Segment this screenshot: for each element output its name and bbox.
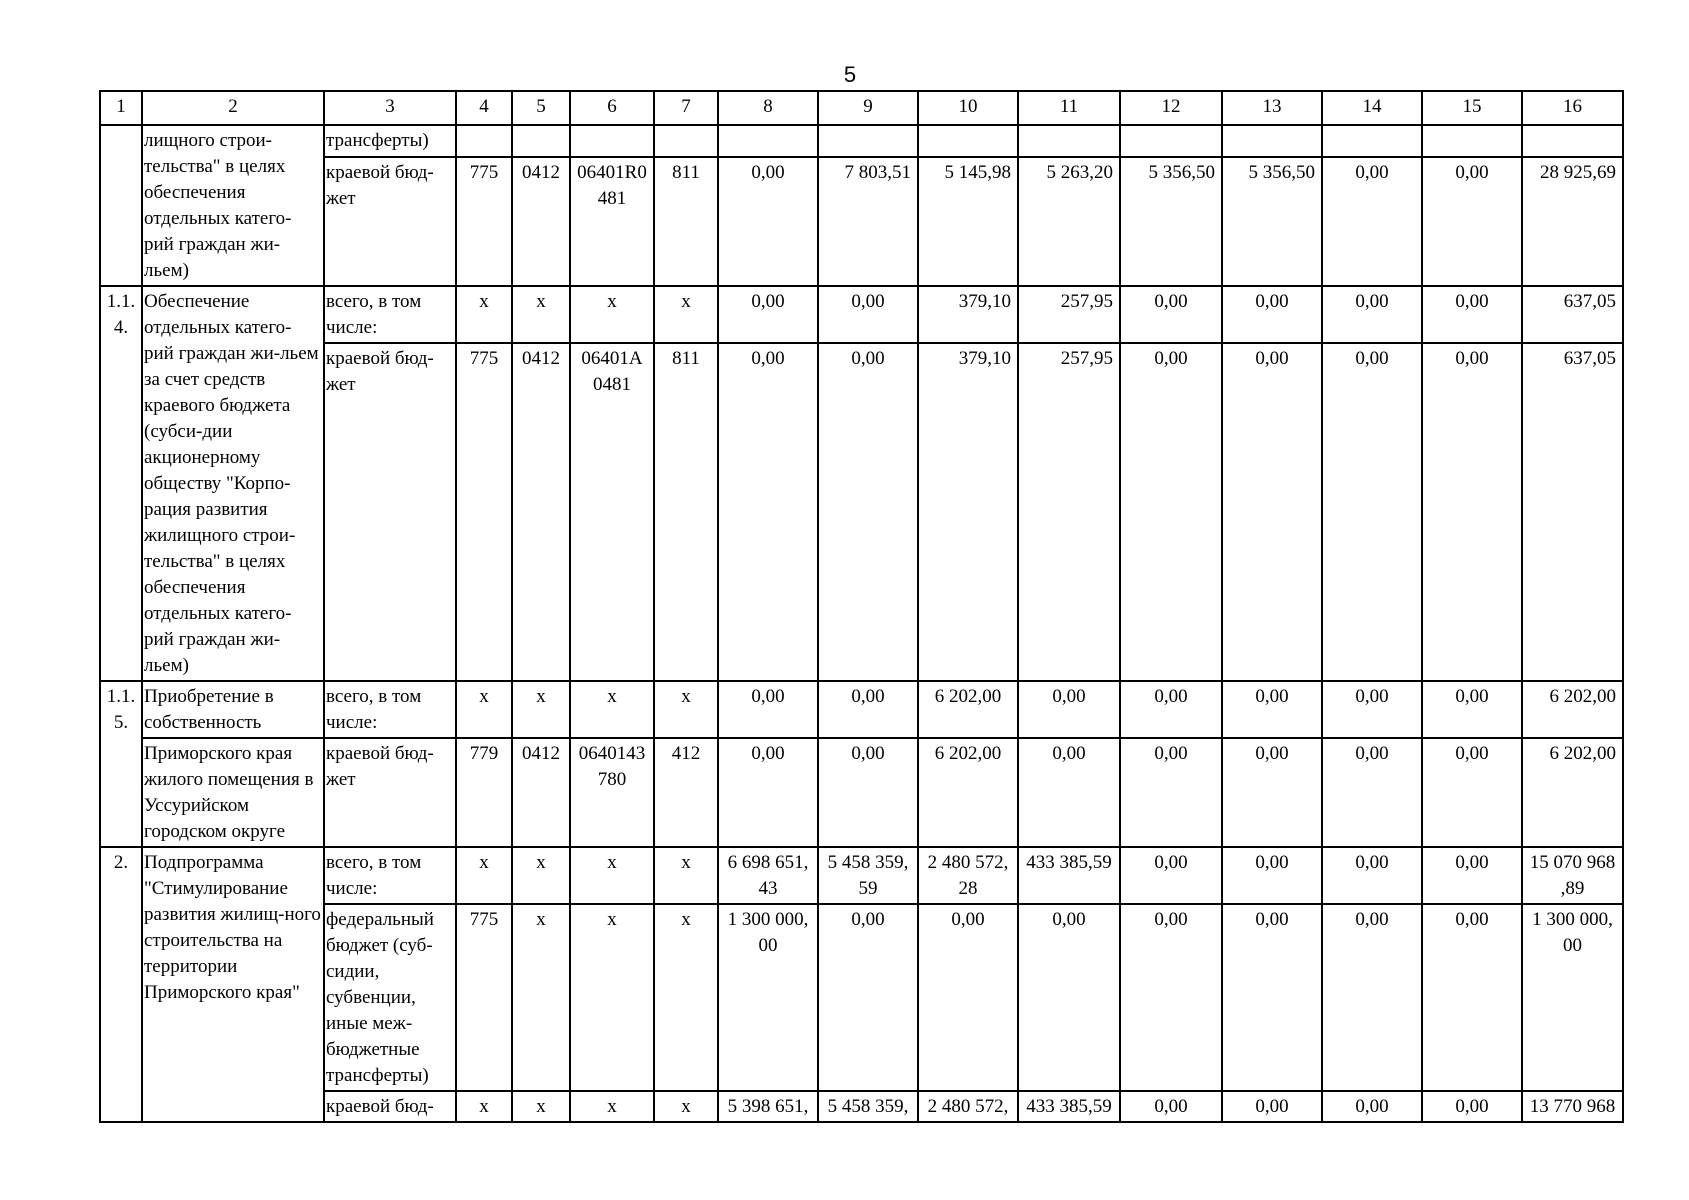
- cell-c16: 15 070 968 ,89: [1522, 847, 1623, 904]
- cell-c4: x: [456, 681, 512, 738]
- table-row: [100, 125, 1623, 157]
- cell-c11: 433 385,59: [1018, 1091, 1120, 1122]
- cell-c5: x: [512, 847, 570, 904]
- header-cell: 7: [654, 91, 718, 125]
- cell-c12: 0,00: [1120, 847, 1222, 904]
- funding-source: всего, в том числе:: [324, 847, 456, 904]
- cell-c12: 0,00: [1120, 904, 1222, 1091]
- row-name: Приобретение в собственность: [142, 681, 324, 738]
- cell-c13: 0,00: [1222, 681, 1322, 738]
- header-cell: 8: [718, 91, 818, 125]
- cell-c9: 7 803,51: [818, 157, 918, 286]
- header-cell: 6: [570, 91, 654, 125]
- header-cell: 16: [1522, 91, 1623, 125]
- cell-c8: 0,00: [718, 286, 818, 343]
- cell-c11: 0,00: [1018, 904, 1120, 1091]
- row-name: лищного строи-тельства" в целях обеспечения отдельных катего-рий граждан жи-льем): [142, 125, 324, 286]
- cell-c11: 5 263,20: [1018, 157, 1120, 286]
- cell-c16: 637,05: [1522, 343, 1623, 681]
- cell-c6: x: [570, 681, 654, 738]
- cell-c4: x: [456, 847, 512, 904]
- cell-c15: 0,00: [1422, 286, 1522, 343]
- cell-c13: 0,00: [1222, 1091, 1322, 1122]
- cell-c14: 0,00: [1322, 1091, 1422, 1122]
- cell-c13: 0,00: [1222, 738, 1322, 847]
- cell-c6: 0640143 780: [570, 738, 654, 847]
- cell-c10: 379,10: [918, 343, 1018, 681]
- cell-c10: 2 480 572,: [918, 1091, 1018, 1122]
- row-number: 2.: [100, 847, 142, 1122]
- cell-c16: 6 202,00: [1522, 738, 1623, 847]
- table-row: [100, 343, 1623, 681]
- cell-c11: 257,95: [1018, 343, 1120, 681]
- cell-c16: 6 202,00: [1522, 681, 1623, 738]
- cell-c10: 6 202,00: [918, 738, 1018, 847]
- cell-c8: 0,00: [718, 681, 818, 738]
- header-cell: 4: [456, 91, 512, 125]
- cell-c11: 0,00: [1018, 681, 1120, 738]
- funding-source: краевой бюд-жет: [324, 343, 456, 681]
- row-number: [100, 125, 142, 286]
- cell-c15: 0,00: [1422, 847, 1522, 904]
- cell-c10: 6 202,00: [918, 681, 1018, 738]
- table-row: [100, 738, 1623, 847]
- cell-c14: 0,00: [1322, 286, 1422, 343]
- cell-c9: 0,00: [818, 681, 918, 738]
- header-cell: 9: [818, 91, 918, 125]
- header-cell: 11: [1018, 91, 1120, 125]
- cell-c8: 0,00: [718, 738, 818, 847]
- funding-source: краевой бюд-жет: [324, 157, 456, 286]
- cell-c15: 0,00: [1422, 681, 1522, 738]
- cell-c13: 0,00: [1222, 847, 1322, 904]
- header-cell: 1: [100, 91, 142, 125]
- cell-c8: 0,00: [718, 343, 818, 681]
- cell-c9: 0,00: [818, 738, 918, 847]
- cell-c14: 0,00: [1322, 847, 1422, 904]
- funding-source: федеральный бюджет (суб-сидии, субвенции, иные меж-бюджетные трансферты): [324, 904, 456, 1091]
- cell-c10: 2 480 572, 28: [918, 847, 1018, 904]
- cell-c7: x: [654, 286, 718, 343]
- cell-c5: 0412: [512, 343, 570, 681]
- header-cell: 3: [324, 91, 456, 125]
- header-cell: 13: [1222, 91, 1322, 125]
- cell-c4: x: [456, 286, 512, 343]
- cell-c14: 0,00: [1322, 904, 1422, 1091]
- table-row: [100, 681, 1623, 738]
- cell-c4: 775: [456, 343, 512, 681]
- cell-c13: 0,00: [1222, 286, 1322, 343]
- header-cell: 5: [512, 91, 570, 125]
- page-number: 5: [843, 62, 857, 87]
- cell-c11: 433 385,59: [1018, 847, 1120, 904]
- cell-c14: 0,00: [1322, 157, 1422, 286]
- cell-c5: x: [512, 681, 570, 738]
- cell-c9: 5 458 359, 59: [818, 847, 918, 904]
- cell-c16: 1 300 000, 00: [1522, 904, 1623, 1091]
- budget-table: [99, 90, 1624, 1123]
- cell-c9: 5 458 359,: [818, 1091, 918, 1122]
- cell-c13: 0,00: [1222, 904, 1322, 1091]
- cell-c4: 775: [456, 904, 512, 1091]
- cell-c13: 0,00: [1222, 343, 1322, 681]
- header-cell: 15: [1422, 91, 1522, 125]
- row-name: Приморского края жилого помещения в Уссурийском городском округе: [142, 738, 324, 847]
- cell-c12: 0,00: [1120, 343, 1222, 681]
- cell-c14: 0,00: [1322, 738, 1422, 847]
- cell-c4: 775: [456, 157, 512, 286]
- cell-c16: 28 925,69: [1522, 157, 1623, 286]
- cell-c15: 0,00: [1422, 157, 1522, 286]
- cell-c5: x: [512, 286, 570, 343]
- header-row: [100, 91, 1623, 125]
- cell-c12: 5 356,50: [1120, 157, 1222, 286]
- cell-c9: 0,00: [818, 904, 918, 1091]
- cell-c15: 0,00: [1422, 738, 1522, 847]
- cell-c7: 811: [654, 157, 718, 286]
- cell-c6: x: [570, 286, 654, 343]
- cell-c15: 0,00: [1422, 1091, 1522, 1122]
- cell-c7: x: [654, 1091, 718, 1122]
- cell-c14: 0,00: [1322, 343, 1422, 681]
- funding-source: краевой бюд-жет: [324, 738, 456, 847]
- row-number: 1.1. 5.: [100, 681, 142, 847]
- table-row: [100, 847, 1623, 904]
- funding-source: трансферты): [324, 125, 456, 157]
- cell-c12: 0,00: [1120, 286, 1222, 343]
- cell-c11: 257,95: [1018, 286, 1120, 343]
- table-row: [100, 1091, 1623, 1122]
- cell-c15: 0,00: [1422, 343, 1522, 681]
- cell-c8: 6 698 651, 43: [718, 847, 818, 904]
- cell-c8: 0,00: [718, 157, 818, 286]
- cell-c5: 0412: [512, 738, 570, 847]
- cell-c9: 0,00: [818, 286, 918, 343]
- table-row: [100, 286, 1623, 343]
- cell-c16: 13 770 968: [1522, 1091, 1623, 1122]
- funding-source: всего, в том числе:: [324, 286, 456, 343]
- cell-c11: 0,00: [1018, 738, 1120, 847]
- cell-c16: 637,05: [1522, 286, 1623, 343]
- header-cell: 10: [918, 91, 1018, 125]
- header-cell: 14: [1322, 91, 1422, 125]
- funding-source: краевой бюд-: [324, 1091, 456, 1122]
- cell-c6: 06401R0 481: [570, 157, 654, 286]
- cell-c5: 0412: [512, 157, 570, 286]
- funding-source: всего, в том числе:: [324, 681, 456, 738]
- cell-c10: 379,10: [918, 286, 1018, 343]
- cell-c4: x: [456, 1091, 512, 1122]
- cell-c5: x: [512, 1091, 570, 1122]
- table-row: [100, 157, 1623, 286]
- cell-c14: 0,00: [1322, 681, 1422, 738]
- cell-c9: 0,00: [818, 343, 918, 681]
- cell-c7: x: [654, 847, 718, 904]
- cell-c7: 811: [654, 343, 718, 681]
- row-name: Подпрограмма "Стимулирование развития жилищ-ного строительства на территории Приморского края": [142, 847, 324, 1122]
- header-cell: 2: [142, 91, 324, 125]
- cell-c6: x: [570, 847, 654, 904]
- cell-c5: x: [512, 904, 570, 1091]
- cell-c6: x: [570, 904, 654, 1091]
- cell-c15: 0,00: [1422, 904, 1522, 1091]
- row-name: Обеспечение отдельных катего-рий граждан жи-льем за счет средств краевого бюджета (субси-дии акционерному обществу "Корпо-рация развития жилищного строи-тельства" в целях обеспечения отдельных катего-рий граждан жи-льем): [142, 286, 324, 681]
- cell-c12: 0,00: [1120, 681, 1222, 738]
- cell-c12: 0,00: [1120, 1091, 1222, 1122]
- cell-c4: 779: [456, 738, 512, 847]
- cell-c12: 0,00: [1120, 738, 1222, 847]
- cell-c7: x: [654, 904, 718, 1091]
- cell-c10: 5 145,98: [918, 157, 1018, 286]
- cell-c10: 0,00: [918, 904, 1018, 1091]
- table-row: [100, 904, 1623, 1091]
- header-cell: 12: [1120, 91, 1222, 125]
- cell-c6: 06401А 0481: [570, 343, 654, 681]
- cell-c7: 412: [654, 738, 718, 847]
- cell-c13: 5 356,50: [1222, 157, 1322, 286]
- cell-c8: 1 300 000, 00: [718, 904, 818, 1091]
- cell-c6: x: [570, 1091, 654, 1122]
- row-number: 1.1. 4.: [100, 286, 142, 681]
- cell-c7: x: [654, 681, 718, 738]
- cell-c8: 5 398 651,: [718, 1091, 818, 1122]
